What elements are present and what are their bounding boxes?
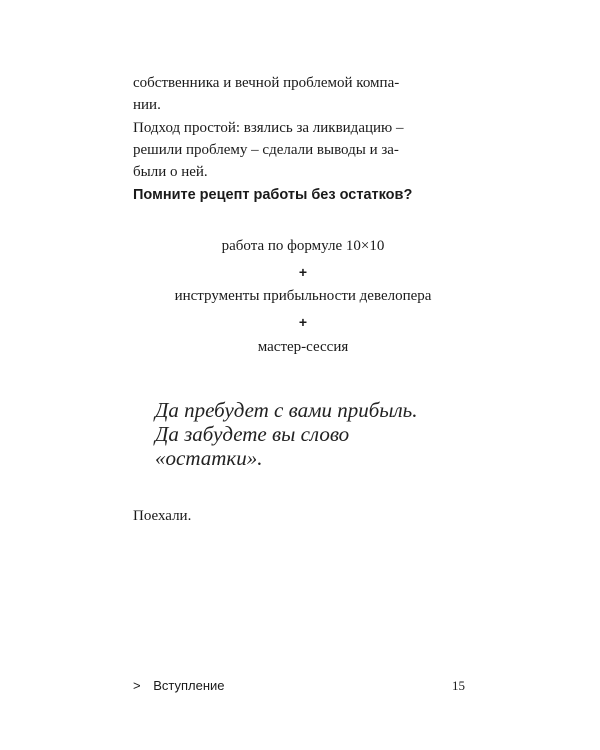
paragraph-line: нии.: [133, 97, 161, 113]
formula-item-3: мастер-сессия: [257, 339, 349, 355]
quote-line: Да пребудет с вами прибыль.: [155, 398, 418, 422]
paragraph-line: были о ней.: [133, 164, 208, 180]
footer-section-title: Вступление: [153, 678, 225, 693]
paragraph-continuation: [133, 72, 473, 116]
section-heading: Помните рецепт работы без остатков?: [133, 187, 413, 203]
quote-line: «остатки».: [155, 446, 263, 470]
paragraph-line: Подход простой: взялись за ликвидацию –: [133, 120, 404, 136]
formula-item-1: работа по формуле 10×10: [221, 238, 385, 254]
closing-line: Поехали.: [133, 508, 192, 524]
formula-plus: +: [298, 314, 308, 330]
formula-plus: +: [298, 264, 308, 280]
paragraph-line: решили проблему – сделали выводы и за-: [133, 142, 399, 158]
quote-line: Да забудете вы слово: [155, 422, 350, 446]
page-number: 15: [452, 678, 465, 693]
paragraph-approach: [133, 117, 473, 183]
chevron-right-icon: >: [133, 678, 141, 693]
footer-section: [133, 678, 225, 693]
italic-quote: [155, 398, 417, 470]
paragraph-line: собственника и вечной проблемой компа-: [133, 75, 400, 91]
formula-item-2: инструменты прибыльности девелопера: [174, 288, 432, 304]
